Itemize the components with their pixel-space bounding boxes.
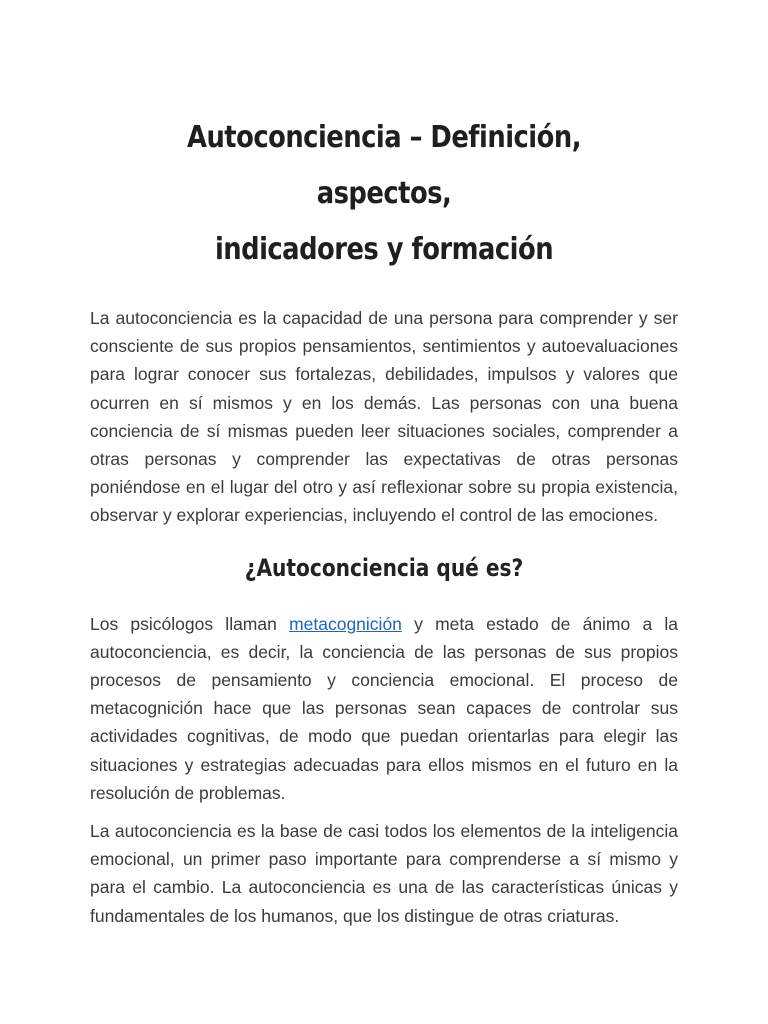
paragraph-text-after-link: y meta estado de ánimo a la autoconciencia, es decir, la conciencia de las personas de sus propios procesos de pensamiento y conciencia emocional. El proceso de metacognición hace que las personas sean capaces de controlar sus actividades cognitivas, de modo que puedan orientarlas para elegir las situaciones y estrategias adecuadas para ellos mismos en el futuro en la resolución de problemas. <box>90 613 678 803</box>
intro-paragraph: La autoconciencia es la capacidad de una persona para comprender y ser consciente de sus propios pensamientos, sentimientos y autoevaluaciones para lograr conocer sus fortalezas, debilidades, impulsos y valores que ocurren en sí mismos y en los demás. Las personas con una buena conciencia de sí mismas pueden leer situaciones sociales, comprender a otras personas y comprender las expectativas de otras personas poniéndose en el lugar del otro y así reflexionar sobre su propia existencia, observar y explorar experiencias, incluyendo el control de las emociones. <box>90 308 678 526</box>
section-heading: ¿Autoconciencia qué es? <box>244 553 524 582</box>
page-title-line2: indicadores y formación <box>214 232 554 267</box>
page-title <box>131 110 637 278</box>
paragraph-text-before-link: Los psicólogos llaman <box>90 613 290 634</box>
metacognicion-link[interactable]: metacognición <box>289 613 402 634</box>
page-title-line1: Autoconciencia – Definición, aspectos, <box>187 120 581 211</box>
emotional-intelligence-paragraph: La autoconciencia es la base de casi todos los elementos de la inteligencia emocional, un primer paso importante para comprenderse a sí mismo y para el cambio. La autoconciencia es una de las características únicas y fundamentales de los humanos, que los distingue de otras criaturas. <box>90 821 678 926</box>
metacognition-paragraph <box>90 610 678 807</box>
